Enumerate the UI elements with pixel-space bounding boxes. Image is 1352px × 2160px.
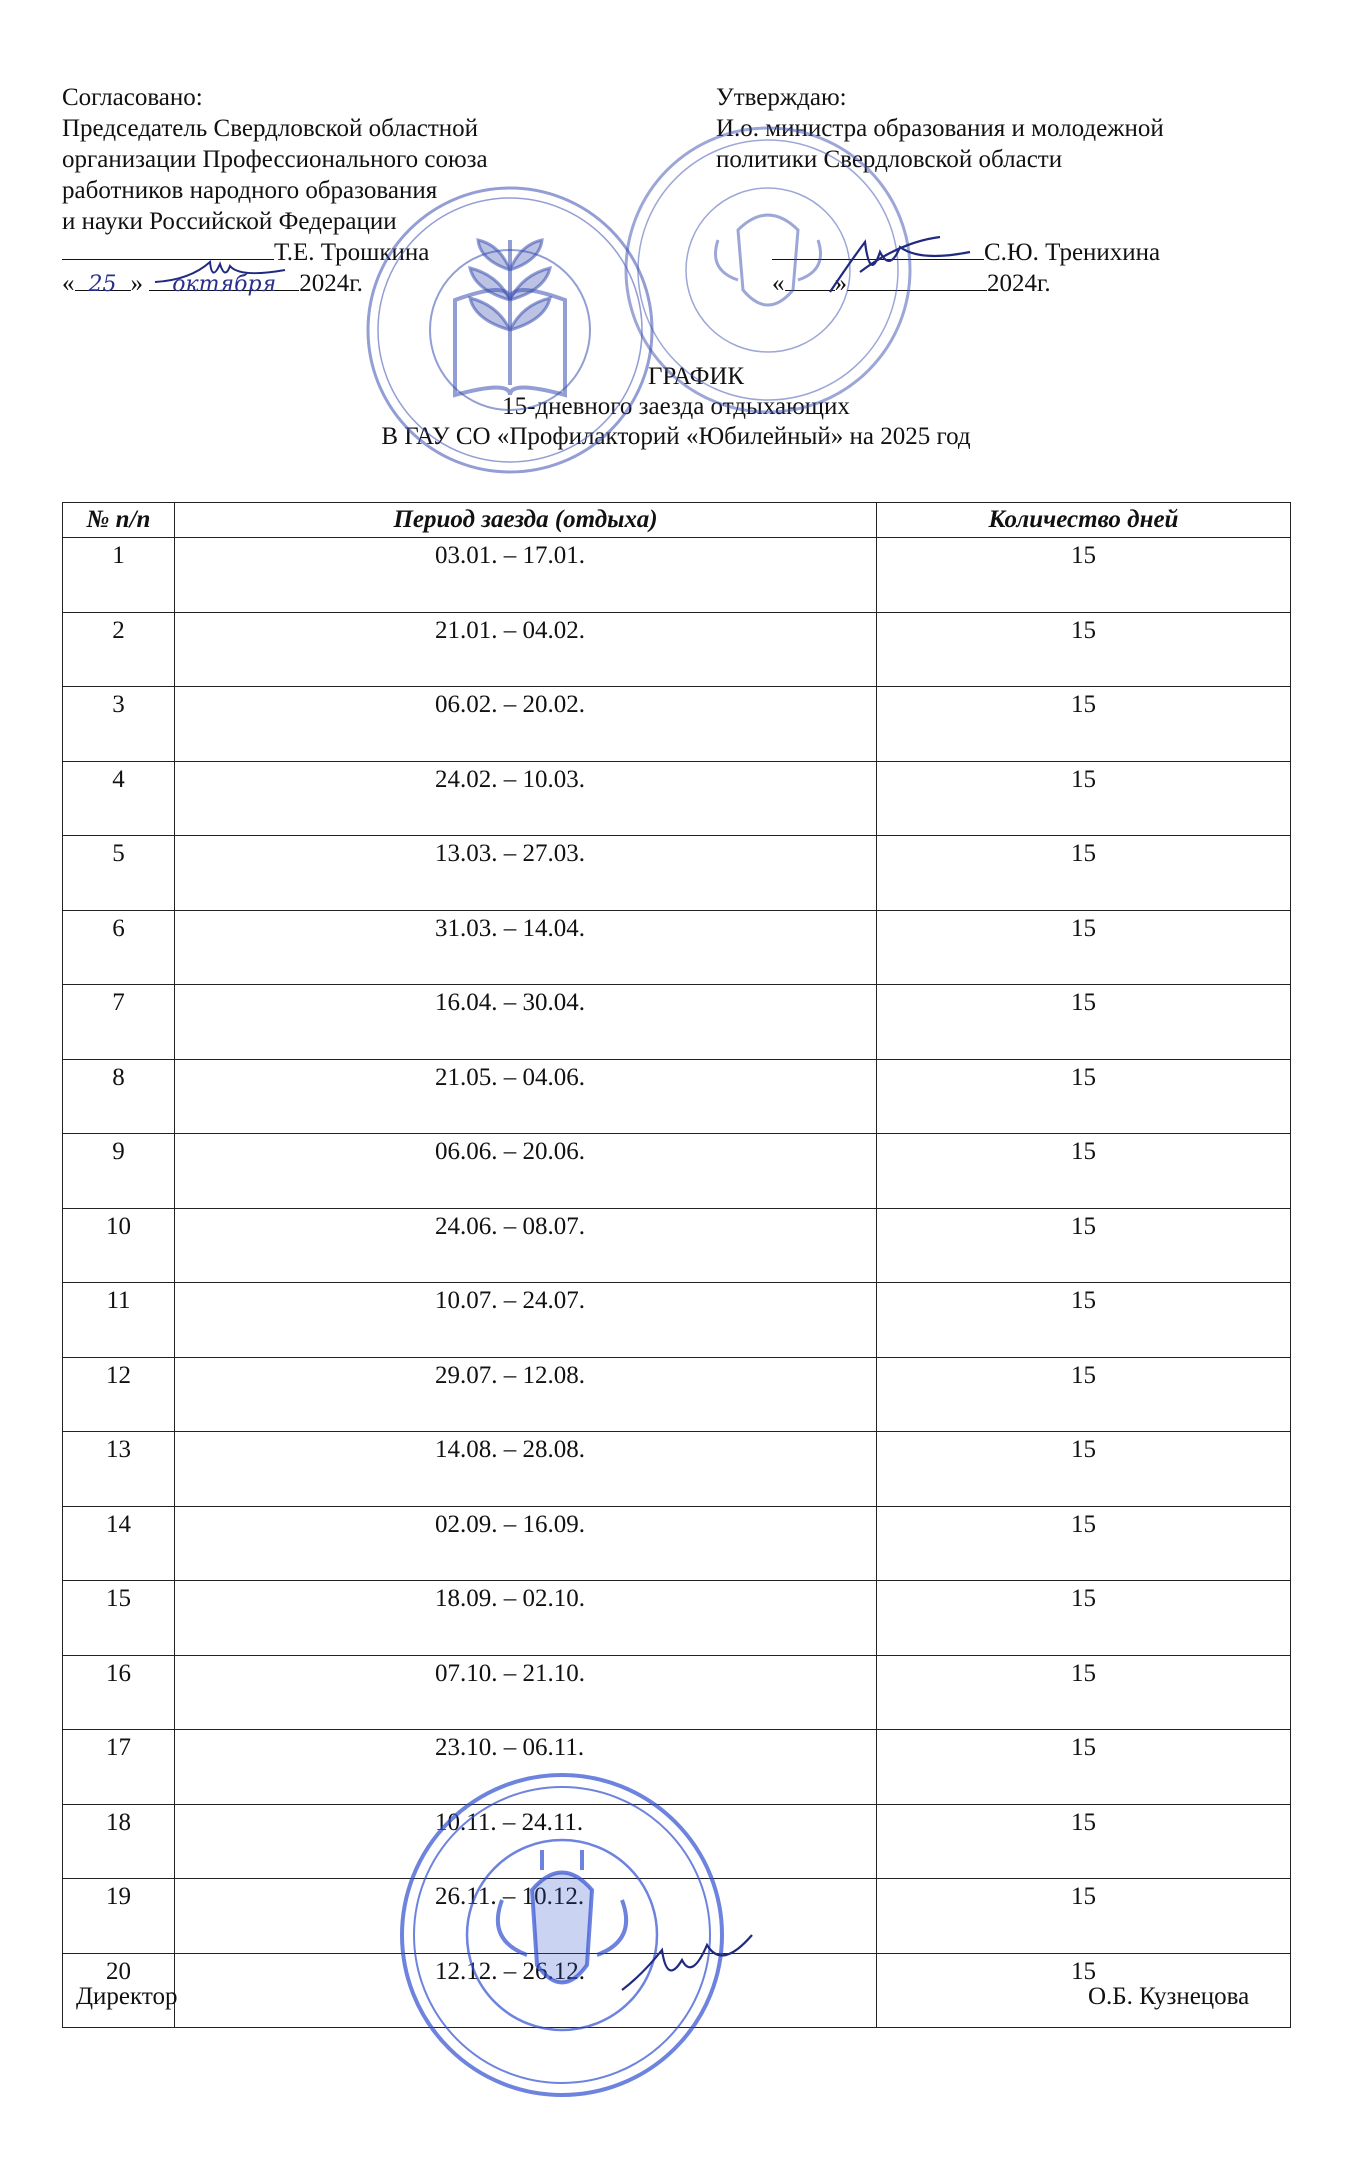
row-number: 13 — [63, 1432, 175, 1507]
table-row — [63, 1655, 1291, 1730]
row-period: 24.06. – 08.07. — [175, 1208, 877, 1283]
row-number: 19 — [63, 1879, 175, 1954]
table-header-row — [63, 503, 1291, 538]
row-number: 4 — [63, 761, 175, 836]
row-days: 15 — [877, 1208, 1291, 1283]
row-number: 20 — [63, 1953, 175, 2028]
row-number: 7 — [63, 985, 175, 1060]
row-period: 26.11. – 10.12. — [175, 1879, 877, 1954]
row-days: 15 — [877, 1357, 1291, 1432]
approve-signature-line — [716, 237, 1164, 268]
row-days: 15 — [877, 1506, 1291, 1581]
row-number: 2 — [63, 612, 175, 687]
table-row — [63, 1208, 1291, 1283]
row-number: 9 — [63, 1134, 175, 1209]
agreed-line-4: и науки Российской Федерации — [62, 208, 397, 235]
agreed-label: Согласовано: — [62, 84, 203, 111]
row-period: 31.03. – 14.04. — [175, 910, 877, 985]
row-period: 06.02. – 20.02. — [175, 687, 877, 762]
document-title — [0, 362, 1352, 452]
row-days: 15 — [877, 1432, 1291, 1507]
approve-date-line: « » 2024г. — [772, 270, 1051, 297]
row-period: 21.05. – 04.06. — [175, 1059, 877, 1134]
row-period: 12.12. – 26.12. — [175, 1953, 877, 2028]
table-row — [63, 910, 1291, 985]
agreed-date-line: « 25 » октября 2024г. — [62, 270, 363, 297]
table-row — [63, 985, 1291, 1060]
row-days: 15 — [877, 1655, 1291, 1730]
agreed-line-3: работников народного образования — [62, 177, 438, 204]
row-number: 14 — [63, 1506, 175, 1581]
row-number: 6 — [63, 910, 175, 985]
header-period: Период заезда (отдыха) — [175, 503, 877, 538]
table-row — [63, 1879, 1291, 1954]
row-period: 23.10. – 06.11. — [175, 1730, 877, 1805]
row-period: 24.02. – 10.03. — [175, 761, 877, 836]
row-number: 18 — [63, 1804, 175, 1879]
row-period: 21.01. – 04.02. — [175, 612, 877, 687]
title-line-3: В ГАУ СО «Профилакторий «Юбилейный» на 2025 год — [381, 423, 971, 450]
row-days: 15 — [877, 1879, 1291, 1954]
row-number: 15 — [63, 1581, 175, 1656]
row-days: 15 — [877, 538, 1291, 613]
header-number: № п/п — [63, 503, 175, 538]
row-number: 5 — [63, 836, 175, 911]
row-number: 16 — [63, 1655, 175, 1730]
row-number: 17 — [63, 1730, 175, 1805]
title-line-1: ГРАФИК — [647, 363, 745, 390]
row-number: 10 — [63, 1208, 175, 1283]
schedule-table — [62, 502, 1291, 2028]
table-row — [63, 1357, 1291, 1432]
row-days: 15 — [877, 836, 1291, 911]
agreed-block — [62, 82, 488, 299]
row-period: 02.09. – 16.09. — [175, 1506, 877, 1581]
table-row — [63, 761, 1291, 836]
row-period: 29.07. – 12.08. — [175, 1357, 877, 1432]
table-row — [63, 1432, 1291, 1507]
row-number: 1 — [63, 538, 175, 613]
director-name: О.Б. Кузнецова — [1088, 1983, 1250, 2010]
row-days: 15 — [877, 1581, 1291, 1656]
title-line-2: 15-дневного заезда отдыхающих — [502, 393, 850, 420]
row-days: 15 — [877, 1804, 1291, 1879]
row-days: 15 — [877, 1953, 1291, 2028]
agreed-day: 25 — [88, 272, 117, 297]
row-days: 15 — [877, 1134, 1291, 1209]
row-period: 10.07. – 24.07. — [175, 1283, 877, 1358]
row-days: 15 — [877, 761, 1291, 836]
row-number: 8 — [63, 1059, 175, 1134]
agreed-year: 2024г. — [299, 270, 363, 297]
row-number: 11 — [63, 1283, 175, 1358]
row-days: 15 — [877, 1730, 1291, 1805]
agreed-month: октября — [172, 272, 277, 297]
row-days: 15 — [877, 612, 1291, 687]
approve-block — [716, 82, 1164, 299]
row-days: 15 — [877, 985, 1291, 1060]
table-row — [63, 1730, 1291, 1805]
table-row — [63, 1134, 1291, 1209]
row-days: 15 — [877, 910, 1291, 985]
row-number: 12 — [63, 1357, 175, 1432]
row-period: 18.09. – 02.10. — [175, 1581, 877, 1656]
table-row — [63, 836, 1291, 911]
agreed-line-1: Председатель Свердловской областной — [62, 115, 479, 142]
table-row — [63, 612, 1291, 687]
approve-line-2: политики Свердловской области — [716, 146, 1063, 173]
director-label: Директор — [76, 1983, 178, 2010]
table-row — [63, 1804, 1291, 1879]
approve-signer: С.Ю. Тренихина — [984, 239, 1161, 266]
agreed-signer: Т.Е. Трошкина — [274, 239, 430, 266]
row-number: 3 — [63, 687, 175, 762]
agreed-line-2: организации Профессионального союза — [62, 146, 488, 173]
agreed-signature-line — [62, 237, 488, 268]
row-period: 03.01. – 17.01. — [175, 538, 877, 613]
approve-label: Утверждаю: — [716, 84, 847, 111]
table-row — [63, 687, 1291, 762]
header-days: Количество дней — [877, 503, 1291, 538]
row-period: 07.10. – 21.10. — [175, 1655, 877, 1730]
row-period: 14.08. – 28.08. — [175, 1432, 877, 1507]
row-period: 13.03. – 27.03. — [175, 836, 877, 911]
row-days: 15 — [877, 1059, 1291, 1134]
row-period: 16.04. – 30.04. — [175, 985, 877, 1060]
approve-line-1: И.о. министра образования и молодежной — [716, 115, 1164, 142]
table-row — [63, 1059, 1291, 1134]
approve-year: 2024г. — [987, 270, 1051, 297]
table-row — [63, 1581, 1291, 1656]
table-row — [63, 1283, 1291, 1358]
row-period: 10.11. – 24.11. — [175, 1804, 877, 1879]
row-period: 06.06. – 20.06. — [175, 1134, 877, 1209]
table-row — [63, 1506, 1291, 1581]
row-days: 15 — [877, 687, 1291, 762]
row-days: 15 — [877, 1283, 1291, 1358]
table-row — [63, 538, 1291, 613]
